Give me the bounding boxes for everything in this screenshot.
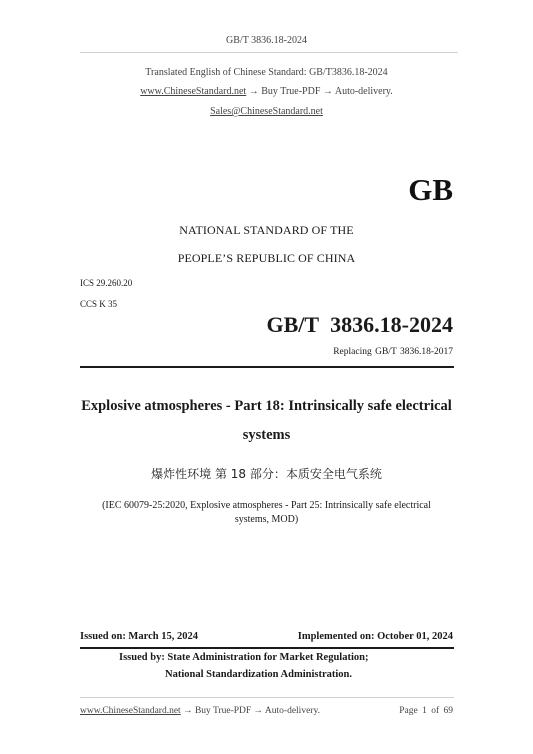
gb-logo: GB	[408, 172, 453, 207]
replacing-note: Replacing GB/T 3836.18-2017	[333, 347, 453, 357]
header-standard-code: GB/T 3836.18-2024	[226, 35, 307, 46]
title-english-line1: Explosive atmospheres - Part 18: Intrinsically safe electrical	[81, 398, 452, 414]
iec-reference-line2: systems, MOD)	[234, 514, 299, 525]
translated-notice: Translated English of Chinese Standard: GB/T3836.18-2024	[145, 67, 388, 78]
footer-buy-text: → Buy True-PDF → Auto-delivery.	[180, 706, 320, 716]
title-chinese: 爆炸性环境 第 18 部分：本质安全电气系统	[151, 467, 382, 481]
ccs-code: CCS K 35	[80, 299, 118, 309]
promo-line	[0, 86, 533, 97]
standard-number: GB/T 3836.18-2024	[266, 312, 453, 337]
footer-site-link[interactable]: www.ChineseStandard.net	[80, 706, 181, 716]
title-divider	[80, 366, 454, 368]
buy-text: → Buy True-PDF → Auto-delivery.	[246, 86, 393, 97]
national-standard-line1: NATIONAL STANDARD OF THE	[179, 223, 354, 237]
sales-line	[0, 106, 533, 117]
iec-reference-line1: (IEC 60079-25:2020, Explosive atmospheres - Part 25: Intrinsically safe electrical	[102, 500, 431, 511]
national-standard-line2: PEOPLE’S REPUBLIC OF CHINA	[177, 251, 356, 265]
ics-code: ICS 29.260.20	[80, 278, 133, 288]
page-indicator	[399, 706, 453, 716]
issued-by-line1: Issued by: State Administration for Market Regulation;	[119, 652, 369, 663]
page-label: Page	[399, 706, 418, 716]
sales-email-link[interactable]: Sales@ChineseStandard.net	[210, 106, 323, 117]
title-english-line2: systems	[242, 427, 291, 443]
page-total: 69	[443, 706, 453, 716]
issued-on-date: Issued on: March 15, 2024	[80, 631, 198, 642]
footer-promo	[80, 706, 320, 716]
site-link[interactable]: www.ChineseStandard.net	[140, 86, 247, 97]
footer-divider	[80, 697, 454, 698]
issued-by-line2: National Standardization Administration.	[165, 669, 352, 680]
header-divider	[80, 52, 458, 53]
dates-divider	[80, 647, 454, 649]
page-of: of	[431, 706, 440, 716]
implemented-on-date: Implemented on: October 01, 2024	[297, 631, 453, 642]
page-current: 1	[422, 706, 427, 716]
